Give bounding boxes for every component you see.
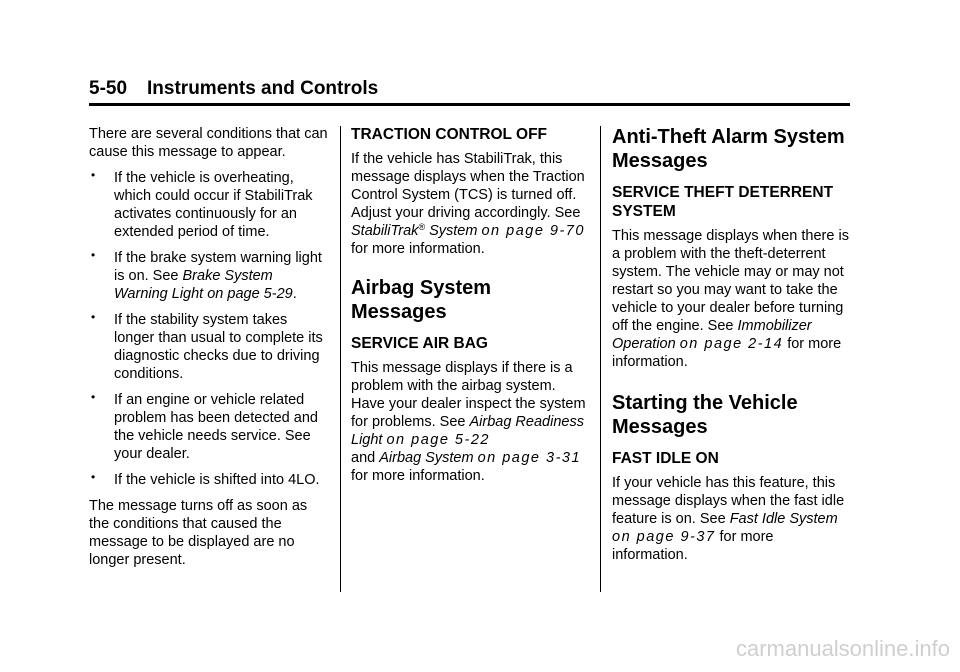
stabilitrak-link[interactable] [351, 223, 585, 239]
tc-text: If the vehicle has StabiliTrak, this message displays when the Traction Control System (TCS) is turned off. Adjust your driving accordingly. See [351, 151, 585, 221]
column-2 [351, 125, 591, 493]
list-item [89, 391, 329, 463]
service-air-bag-heading: SERVICE AIR BAG [351, 335, 488, 352]
sab-link2-text: Airbag System [379, 450, 474, 466]
intro-paragraph: There are several conditions that can cause this message to appear. [89, 126, 328, 160]
traction-control-heading: TRACTION CONTROL OFF [351, 126, 548, 143]
column-1 [89, 125, 329, 577]
std-link-text: Immobilizer Operation [612, 318, 812, 352]
tc-link-page: on page 9-70 [481, 223, 585, 239]
sab-text: This message displays if there is a problem with the airbag system. Have your dealer inspect the system for problems. See [351, 360, 586, 430]
column-divider-1 [340, 126, 341, 592]
list-item-text: If an engine or vehicle related problem has been detected and the vehicle needs service. See your dealer. [114, 392, 318, 462]
list-item [89, 471, 329, 489]
bullet-icon: • [91, 248, 96, 262]
starting-vehicle-heading: Starting the Vehicle Messages [612, 392, 798, 438]
anti-theft-heading: Anti-Theft Alarm System Messages [612, 126, 845, 172]
sab-text-post: for more information. [351, 468, 485, 484]
column-3 [612, 125, 852, 572]
bullet-icon: • [91, 470, 96, 484]
sab-link1-page: on page 5-22 [386, 432, 490, 448]
list-item [89, 169, 329, 241]
page-number: 5-50 [89, 78, 128, 99]
tc-link-text: StabiliTrak [351, 223, 419, 239]
sab-and: and [351, 450, 380, 466]
std-text: This message displays when there is a problem with the theft-deterrent system. The vehicle may or may not restart so you may want to take the vehicle to your dealer before turning off the engine. See [612, 228, 849, 334]
fi-text-post: for more information. [612, 529, 774, 563]
list-item-text: If the vehicle is overheating, which could occur if StabiliTrak activates continuously for an extended period of time. [114, 170, 313, 240]
outro-paragraph: The message turns off as soon as the conditions that caused the message to be displayed are no longer present. [89, 498, 308, 568]
service-air-bag-paragraph [351, 359, 591, 485]
service-theft-paragraph [612, 227, 852, 371]
list-item-text: If the vehicle is shifted into 4LO. [114, 472, 320, 488]
std-link-page: on page 2-14 [679, 336, 784, 352]
page-header [89, 78, 378, 100]
fi-text: If your vehicle has this feature, this message displays when the fast idle feature is on. See [612, 475, 845, 527]
fi-link-text: Fast Idle System [729, 511, 838, 527]
sab-link2-page: on page 3-31 [477, 450, 582, 466]
tc-link-text-b: System [425, 223, 478, 239]
fast-idle-paragraph [612, 474, 852, 564]
header-rule [89, 103, 850, 106]
watermark: carmanualsonline.info [735, 636, 950, 661]
fi-link-page: on page 9-37 [612, 529, 716, 545]
list-item [89, 249, 329, 303]
airbag-system-link[interactable] [379, 450, 581, 466]
list-item-text: If the stability system takes longer than usual to complete its diagnostic checks due to driving conditions. [114, 312, 323, 382]
tc-text-post: for more information. [351, 241, 485, 257]
list-item-punct: . [292, 286, 297, 302]
column-divider-2 [600, 126, 601, 592]
sab-link1-text: Airbag Readiness Light [351, 414, 584, 448]
std-text-post: for more information. [612, 336, 842, 370]
service-theft-heading: SERVICE THEFT DETERRENT SYSTEM [612, 184, 834, 220]
traction-control-paragraph [351, 150, 591, 258]
bullet-icon: • [91, 390, 96, 404]
section-title: Instruments and Controls [147, 78, 379, 99]
list-item-text: If the brake system warning light is on. See [114, 250, 322, 284]
list-item [89, 311, 329, 383]
brake-warning-link[interactable]: Brake System Warning Light on page 5-29 [114, 268, 293, 302]
bullet-icon: • [91, 168, 96, 182]
registered-mark: ® [418, 222, 426, 232]
airbag-messages-heading: Airbag System Messages [351, 277, 492, 323]
bullet-icon: • [91, 310, 96, 324]
fast-idle-heading: FAST IDLE ON [612, 450, 719, 467]
